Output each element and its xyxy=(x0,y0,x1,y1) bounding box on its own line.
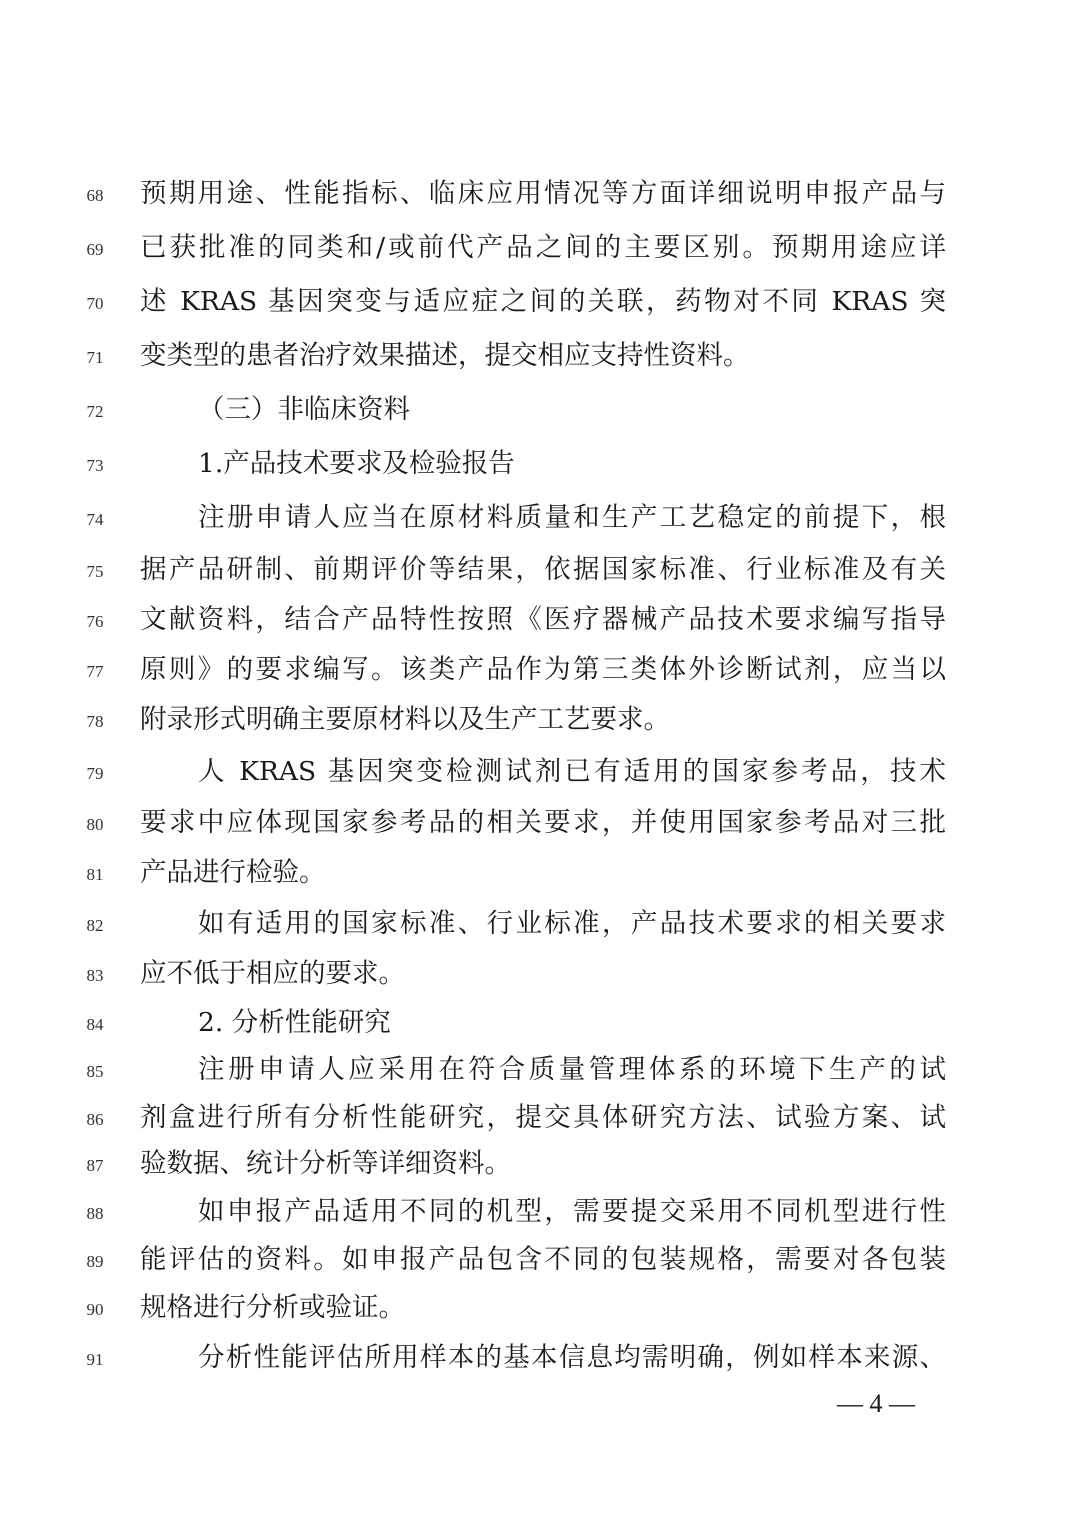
line-number: 86 xyxy=(86,1110,104,1129)
line-text: 如有适用的国家标准、行业标准，产品技术要求的相关要求 xyxy=(198,908,946,939)
line-text: 如申报产品适用不同的机型，需要提交采用不同机型进行性 xyxy=(198,1196,946,1227)
line-number: 87 xyxy=(86,1156,104,1175)
line-number: 78 xyxy=(86,712,104,731)
line-text: 注册申请人应采用在符合质量管理体系的环境下生产的试 xyxy=(198,1054,946,1085)
line-number: 77 xyxy=(86,662,104,681)
line-number: 89 xyxy=(86,1252,104,1271)
line-number: 72 xyxy=(86,402,104,421)
line-text: 据产品研制、前期评价等结果，依据国家标准、行业标准及有关 xyxy=(140,554,946,585)
line-text: 已获批准的同类和/或前代产品之间的主要区别。预期用途应详 xyxy=(140,232,946,263)
line-number: 83 xyxy=(86,966,104,985)
line-number: 81 xyxy=(86,865,104,884)
line-number: 85 xyxy=(86,1062,104,1081)
text-line xyxy=(0,853,1080,893)
line-number: 74 xyxy=(86,510,104,529)
line-text: 注册申请人应当在原材料质量和生产工艺稳定的前提下，根 xyxy=(198,502,946,533)
line-text: 预期用途、性能指标、临床应用情况等方面详细说明申报产品与 xyxy=(140,178,946,209)
line-text: 要求中应体现国家参考品的相关要求，并使用国家参考品对三批 xyxy=(140,807,946,838)
text-line xyxy=(0,650,1080,690)
line-text: 述 KRAS 基因突变与适应症之间的关联，药物对不同 KRAS 突 xyxy=(140,286,946,317)
text-line xyxy=(0,803,1080,843)
line-number: 71 xyxy=(86,348,104,367)
text-line xyxy=(0,752,1080,792)
subsection-heading: 1.产品技术要求及检验报告 xyxy=(198,448,515,479)
line-number: 80 xyxy=(86,815,104,834)
text-line xyxy=(0,700,1080,740)
text-line xyxy=(0,1240,1080,1280)
line-text: 产品进行检验。 xyxy=(140,857,326,888)
text-line xyxy=(0,1144,1080,1184)
line-text: 变类型的患者治疗效果描述，提交相应支持性资料。 xyxy=(140,340,750,371)
text-line xyxy=(0,954,1080,994)
subsection-heading-line xyxy=(0,444,1080,484)
subsection-heading: 2. 分析性能研究 xyxy=(198,1007,391,1038)
line-number: 82 xyxy=(86,916,104,935)
text-line xyxy=(0,174,1080,214)
line-number: 68 xyxy=(86,186,104,205)
line-text: 原则》的要求编写。该类产品作为第三类体外诊断试剂，应当以 xyxy=(140,654,946,685)
text-line xyxy=(0,1098,1080,1138)
text-line xyxy=(0,1192,1080,1232)
text-line xyxy=(0,498,1080,538)
line-text: 能评估的资料。如申报产品包含不同的包装规格，需要对各包装 xyxy=(140,1244,946,1275)
section-heading: （三）非临床资料 xyxy=(198,394,410,425)
line-text: 应不低于相应的要求。 xyxy=(140,958,405,989)
page-number: — 4 — xyxy=(837,1389,915,1418)
line-number: 75 xyxy=(86,562,104,581)
text-line xyxy=(0,904,1080,944)
line-number: 88 xyxy=(86,1204,104,1223)
text-line xyxy=(0,282,1080,322)
subsection-heading-line xyxy=(0,1003,1080,1043)
line-number: 70 xyxy=(86,294,104,313)
line-text: 规格进行分析或验证。 xyxy=(140,1292,405,1323)
line-text: 验数据、统计分析等详细资料。 xyxy=(140,1148,511,1179)
line-text: 剂盒进行所有分析性能研究，提交具体研究方法、试验方案、试 xyxy=(140,1102,946,1133)
text-line xyxy=(0,228,1080,268)
line-number: 69 xyxy=(86,240,104,259)
text-line xyxy=(0,1288,1080,1328)
text-line xyxy=(0,1050,1080,1090)
text-line xyxy=(0,600,1080,640)
line-text: 文献资料，结合产品特性按照《医疗器械产品技术要求编写指导 xyxy=(140,604,946,635)
line-number: 76 xyxy=(86,612,104,631)
line-number: 90 xyxy=(86,1300,104,1319)
line-text: 分析性能评估所用样本的基本信息均需明确，例如样本来源、 xyxy=(198,1342,946,1373)
section-heading-line xyxy=(0,390,1080,430)
line-number: 79 xyxy=(86,764,104,783)
line-text: 人 KRAS 基因突变检测试剂已有适用的国家参考品，技术 xyxy=(198,756,946,787)
text-line xyxy=(0,1338,1080,1378)
line-number: 73 xyxy=(86,456,104,475)
text-line xyxy=(0,336,1080,376)
line-text: 附录形式明确主要原材料以及生产工艺要求。 xyxy=(140,704,670,735)
line-number: 84 xyxy=(86,1015,104,1034)
text-line xyxy=(0,550,1080,590)
line-number: 91 xyxy=(86,1350,104,1369)
